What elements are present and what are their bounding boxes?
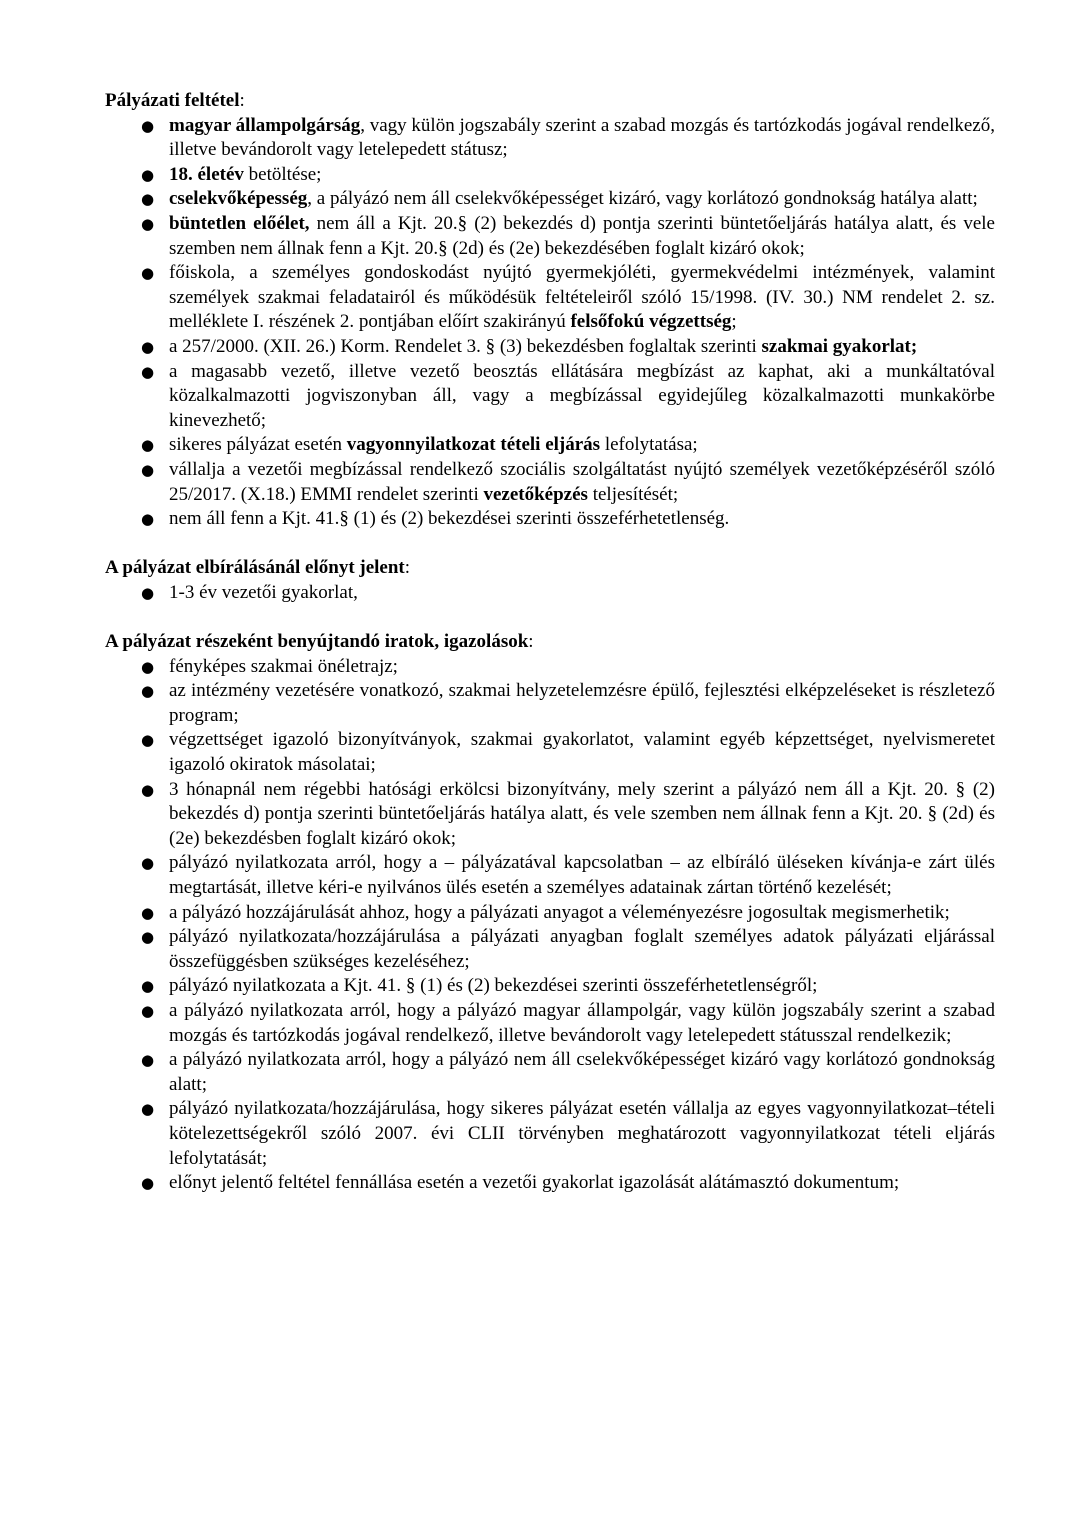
text: pályázó nyilatkozata/hozzájárulása a pályázati anyagban foglalt személyes adatok pályázati eljárással összefüggésben szükséges kezeléséhez; xyxy=(169,926,995,972)
list-item xyxy=(105,360,995,434)
list-item xyxy=(105,581,995,606)
bullet-icon: ● xyxy=(141,731,155,750)
bullet-icon: ● xyxy=(141,903,155,922)
text: lefolytatása; xyxy=(600,434,698,456)
list-item xyxy=(105,1097,995,1171)
bullet-icon: ● xyxy=(141,928,155,947)
list-item xyxy=(105,163,995,188)
list-item xyxy=(105,901,995,926)
bold-text: vagyonnyilatkozat tételi eljárás xyxy=(346,434,601,456)
text: pályázó nyilatkozata/hozzájárulása, hogy sikeres pályázat esetén vállalja az egyes vagyonnyilatkozat–tételi kötelezettségekről szóló 2007. évi CLII törvényben meghatározott vagyonnyilatkozat tételi eljárás lefolytatását; xyxy=(169,1098,995,1169)
bullet-icon: ● xyxy=(141,190,155,209)
bullet-icon: ● xyxy=(141,1174,155,1193)
list-item xyxy=(105,778,995,852)
section-eligibility-conditions xyxy=(105,89,995,532)
bullet-icon: ● xyxy=(141,214,155,233)
list-item xyxy=(105,728,995,777)
text: a pályázó hozzájárulását ahhoz, hogy a pályázati anyagot a véleményezésre jogosultak megismerhetik; xyxy=(169,901,950,923)
bold-text: büntetlen előélet, xyxy=(169,212,310,234)
bullet-icon: ● xyxy=(141,264,155,283)
list-item xyxy=(105,114,995,163)
list-item xyxy=(105,507,995,532)
bold-text: vezetőképzés xyxy=(483,483,588,505)
section-required-documents xyxy=(105,630,995,1196)
bullet-icon: ● xyxy=(141,657,155,676)
list-item xyxy=(105,974,995,999)
text: a magasabb vezető, illetve vezető beosztás ellátására megbízást az kaphat, aki a munkáltatóval közalkalmazotti jogviszonyban áll, vagy a megbízással egyidejűleg közalkalmazotti munkakörbe kinevezhető; xyxy=(169,360,995,431)
text: pályázó nyilatkozata a Kjt. 41. § (1) és (2) bekezdései szerinti összeférhetetlenségről; xyxy=(169,975,818,997)
bullet-icon: ● xyxy=(141,337,155,356)
text: , vagy külön jogszabály szerint a szabad mozgás és tartózkodás jogával rendelkező, illetve bevándorolt vagy letelepedett státusz; xyxy=(169,114,995,161)
bullet-icon: ● xyxy=(141,682,155,701)
text: betöltése; xyxy=(243,163,322,185)
list-item xyxy=(105,679,995,728)
bullet-icon: ● xyxy=(141,854,155,873)
text: pályázó nyilatkozata arról, hogy a – pályázatával kapcsolatban – az elbíráló üléseken kívánja-e zárt ülés megtartását, illetve kéri-e nyilvános ülés esetén a személyes adatainak zártan történő kezelését; xyxy=(169,852,995,898)
text: főiskola, a személyes gondoskodást nyújtó gyermekjóléti, gyermekvédelmi intézmények, valamint személyek szakmai feladatairól és működésük feltételeiről szóló 15/1998. (IV. 30.) NM rendelet 2. sz. melléklete I. részének 2. pontjában előírt szakirányú xyxy=(169,262,995,333)
bullet-icon: ● xyxy=(141,460,155,479)
list-item xyxy=(105,1171,995,1196)
bullet-icon: ● xyxy=(141,1001,155,1020)
bullet-icon: ● xyxy=(141,116,155,135)
text: a 257/2000. (XII. 26.) Korm. Rendelet 3. § (3) bekezdésben foglaltak szerinti xyxy=(169,335,762,357)
bullet-list xyxy=(105,655,995,1196)
text: , a pályázó nem áll cselekvőképességet kizáró, vagy korlátozó gondnokság hatálya alatt; xyxy=(307,188,978,210)
text: 3 hónapnál nem régebbi hatósági erkölcsi bizonyítvány, mely szerint a pályázó nem áll a Kjt. 20. § (2) bekezdés d) pontja szerinti büntetőeljárás hatálya alatt, és vele szemben nem állnak fenn a Kjt. 20. § (2d) és (2e) bekezdésben foglalt kizáró okok; xyxy=(169,778,995,849)
list-item xyxy=(105,925,995,974)
text: nem áll fenn a Kjt. 41.§ (1) és (2) bekezdései szerinti összeférhetetlenség. xyxy=(169,508,730,530)
text: vállalja a vezetői megbízással rendelkező szociális szolgáltatást nyújtó személyek vezetőképzéséről szóló 25/2017. (X.18.) EMMI rendelet szerinti xyxy=(169,458,995,505)
section-title: A pályázat elbírálásánál előnyt jelent: xyxy=(105,557,411,579)
bold-text: magyar állampolgárság xyxy=(169,114,361,136)
text: az intézmény vezetésére vonatkozó, szakmai helyzetelemzésre épülő, fejlesztési elképzeléseket is részletező program; xyxy=(169,680,995,726)
bullet-icon: ● xyxy=(141,510,155,529)
text: végzettséget igazoló bizonyítványok, szakmai gyakorlatot, valamint egyéb képzettséget, nyelvismeretet igazoló okiratok másolatai; xyxy=(169,729,995,776)
bold-text: 18. életév xyxy=(169,163,244,185)
bold-text: felsőfokú végzettség xyxy=(570,311,732,333)
bullet-icon: ● xyxy=(141,362,155,381)
bullet-icon: ● xyxy=(141,436,155,455)
bullet-icon: ● xyxy=(141,1051,155,1070)
list-item xyxy=(105,458,995,507)
text: teljesítését; xyxy=(587,483,679,505)
list-item xyxy=(105,335,995,360)
text: 1-3 év vezetői gyakorlat, xyxy=(169,581,358,603)
list-item xyxy=(105,433,995,458)
bullet-icon: ● xyxy=(141,583,155,602)
bullet-icon: ● xyxy=(141,165,155,184)
section-title: Pályázati feltétel: xyxy=(105,90,245,111)
section-advantages xyxy=(105,556,995,605)
bullet-icon: ● xyxy=(141,977,155,996)
text: nem áll a Kjt. 20.§ (2) bekezdés d) pontja szerinti büntetőeljárás hatálya alatt, és vele szemben nem állnak fenn a Kjt. 20.§ (2d) és (2e) bekezdésében foglalt kizáró okok; xyxy=(169,212,995,259)
list-item xyxy=(105,212,995,261)
list-item xyxy=(105,187,995,212)
list-item xyxy=(105,1048,995,1097)
document-page xyxy=(105,89,995,1196)
bold-text: szakmai gyakorlat; xyxy=(761,335,918,357)
text: fényképes szakmai önéletrajz; xyxy=(169,655,398,677)
bullet-icon: ● xyxy=(141,780,155,799)
text: a pályázó nyilatkozata arról, hogy a pályázó nem áll cselekvőképességet kizáró vagy korlátozó gondnokság alatt; xyxy=(169,1049,995,1095)
text: a pályázó nyilatkozata arról, hogy a pályázó magyar állampolgár, vagy külön jogszabály szerint a szabad mozgás és tartózkodás jogával rendelkező, illetve bevándorolt vagy letelepedett státusszal rendelkezik; xyxy=(169,999,995,1046)
bullet-icon: ● xyxy=(141,1100,155,1119)
text: ; xyxy=(731,311,737,333)
text: előnyt jelentő feltétel fennállása esetén a vezetői gyakorlat igazolását alátámasztó dokumentum; xyxy=(169,1172,900,1194)
text: sikeres pályázat esetén xyxy=(169,434,347,456)
section-title: A pályázat részeként benyújtandó iratok, igazolások: xyxy=(105,631,534,653)
bold-text: cselekvőképesség xyxy=(169,188,308,210)
list-item xyxy=(105,261,995,335)
bullet-list xyxy=(105,114,995,532)
list-item xyxy=(105,851,995,900)
bullet-list xyxy=(105,581,995,606)
list-item xyxy=(105,999,995,1048)
list-item xyxy=(105,655,995,680)
